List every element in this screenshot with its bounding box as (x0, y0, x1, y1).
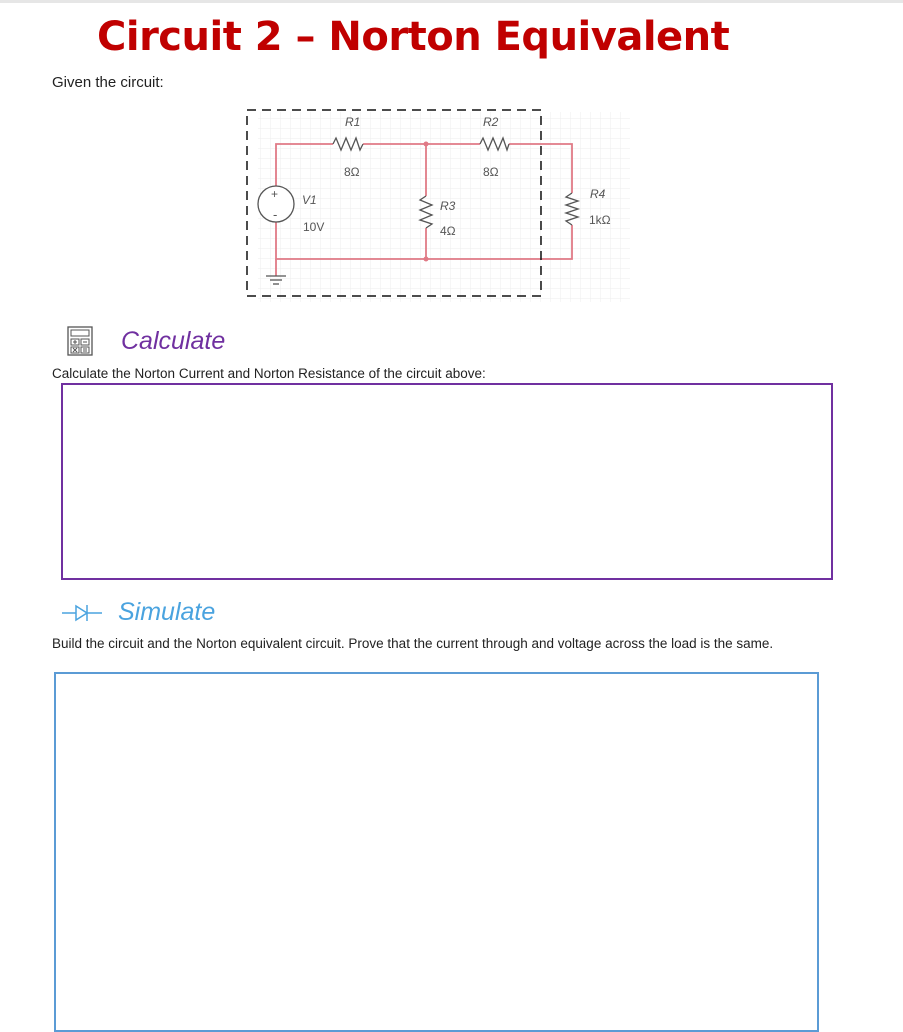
page-top-border (0, 0, 903, 3)
calculator-icon (67, 326, 93, 356)
v1-value: 10V (303, 220, 325, 234)
r2-value: 8Ω (483, 165, 499, 179)
r1-label: R1 (345, 115, 361, 129)
calculate-answer-box[interactable] (61, 383, 833, 580)
v1-label: V1 (302, 193, 317, 207)
simulate-answer-box[interactable] (54, 672, 819, 1032)
r2-label: R2 (483, 115, 499, 129)
page-title: Circuit 2 – Norton Equivalent (97, 14, 730, 60)
simulate-heading: Simulate (118, 598, 216, 626)
r1-value: 8Ω (344, 165, 360, 179)
diode-icon (60, 601, 104, 625)
junction-dot (424, 142, 429, 147)
junction-dot (424, 257, 429, 262)
r4-label: R4 (590, 187, 606, 201)
calculate-instruction: Calculate the Norton Current and Norton Resistance of the circuit above: (52, 366, 486, 381)
r3-value: 4Ω (440, 224, 456, 238)
v1-plus-sign: + (271, 187, 279, 201)
calculate-section-header (67, 326, 225, 356)
intro-text: Given the circuit: (52, 74, 164, 91)
calculate-heading: Calculate (121, 326, 226, 355)
r4-value: 1kΩ (589, 213, 611, 227)
simulate-instruction: Build the circuit and the Norton equivalent circuit. Prove that the current through and voltage across the load is the same. (52, 636, 774, 651)
simulate-section-header (60, 598, 215, 627)
v1-minus-sign: - (273, 207, 278, 222)
r3-label: R3 (440, 199, 456, 213)
circuit-diagram (230, 98, 640, 308)
